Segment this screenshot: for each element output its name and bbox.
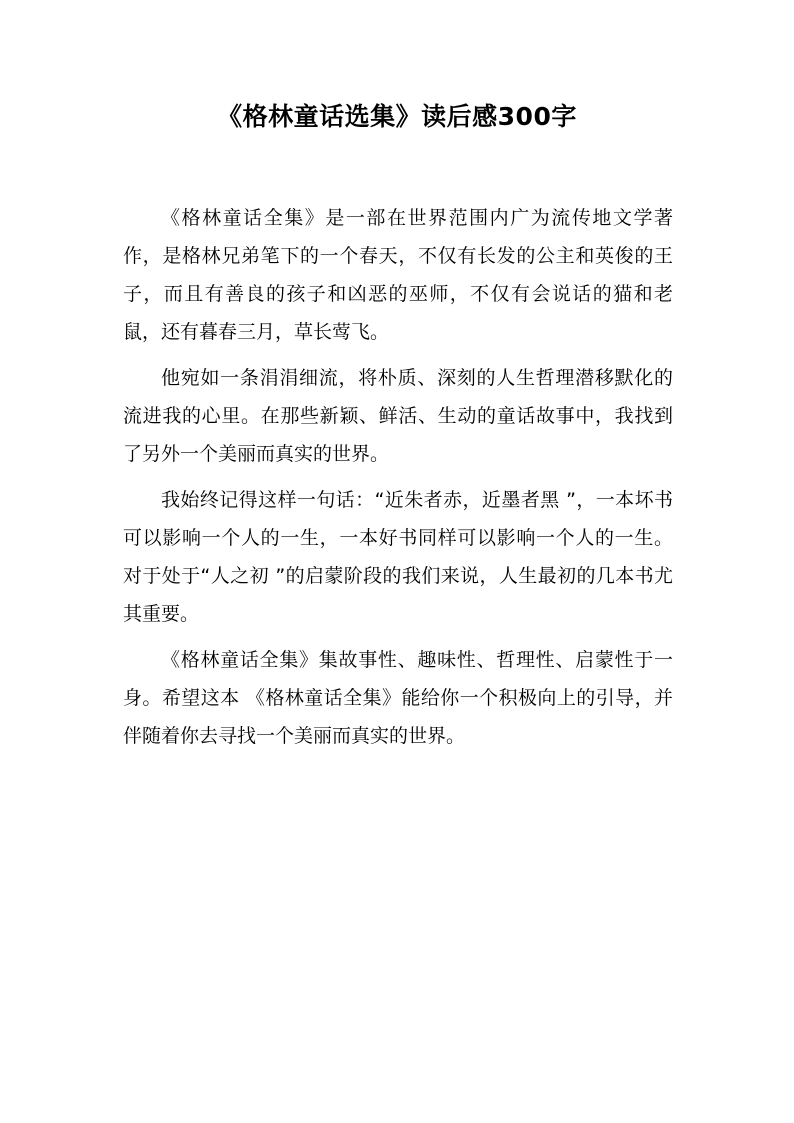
- paragraph-1: 《格林童话全集》是一部在世界范围内广为流传地文学著作，是格林兄弟笔下的一个春天，不仅有长发的公主和英俊的王子，而且有善良的孩子和凶恶的巫师，不仅有会说话的猫和老鼠，还有暮春三月，草长莺飞。: [123, 207, 673, 343]
- document-title: 《格林童话选集》读后感300字: [217, 102, 577, 131]
- paragraph-3: 我始终记得这样一句话：“近朱者赤，近墨者黑 ”，一本坏书可以影响一个人的一生，一本好书同样可以影响一个人的一生。对于处于“人之初 ”的启蒙阶段的我们来说，人生最初的几本书尤其重要。: [123, 489, 673, 625]
- paragraph-2: 他宛如一条涓涓细流，将朴质、深刻的人生哲理潜移默化的流进我的心里。在那些新颖、鲜活、生动的童话故事中，我找到了另外一个美丽而真实的世界。: [123, 367, 673, 465]
- paragraph-4: 《格林童话全集》集故事性、趣味性、哲理性、启蒙性于一身。希望这本 《格林童话全集》能给你一个积极向上的引导，并伴随着你去寻找一个美丽而真实的世界。: [123, 649, 673, 747]
- document-body: [123, 199, 673, 763]
